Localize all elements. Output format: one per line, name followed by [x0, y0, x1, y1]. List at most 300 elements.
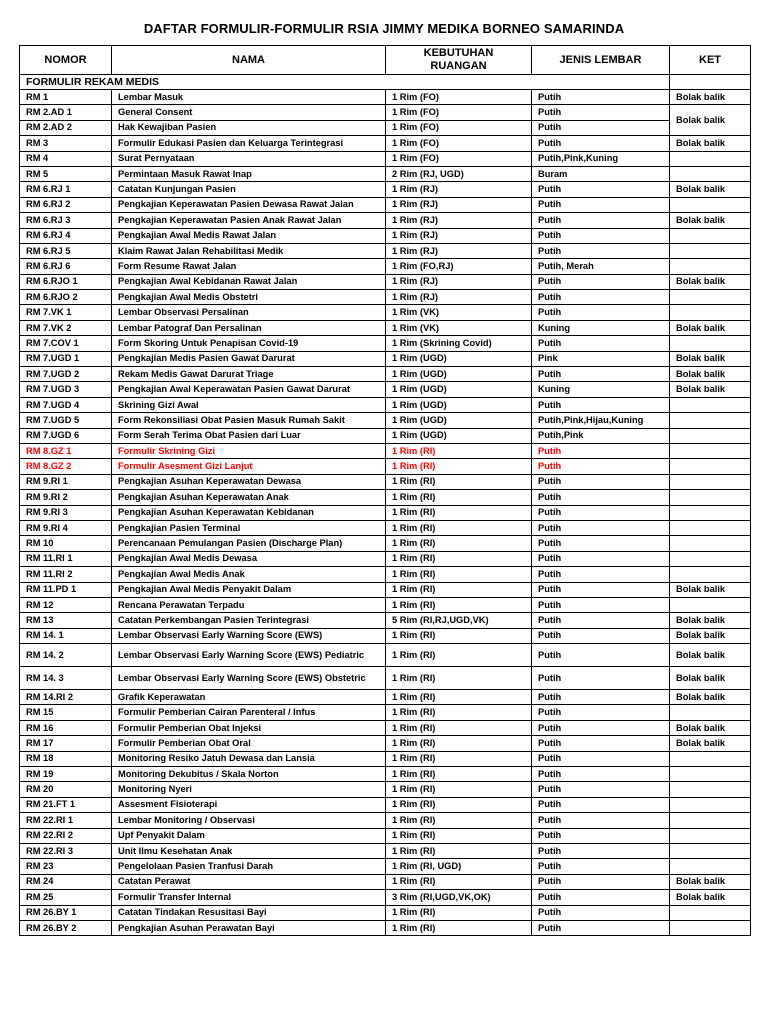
ket-cell [670, 767, 751, 782]
jenis-lembar-cell: Putih [532, 197, 670, 212]
jenis-lembar-cell: Putih [532, 105, 670, 120]
nama-cell: Formulir Transfer Internal [112, 890, 386, 905]
header-nomor: NOMOR [20, 46, 112, 75]
table-row [20, 351, 751, 366]
ket-cell [670, 905, 751, 920]
table-row [20, 905, 751, 920]
kebutuhan-ruangan-cell: 1 Rim (RI) [386, 690, 532, 705]
table-row [20, 290, 751, 305]
table-row [20, 90, 751, 105]
nomor-cell: RM 8.GZ 1 [20, 443, 112, 458]
section-label: FORMULIR REKAM MEDIS [20, 75, 670, 90]
nomor-cell: RM 11.PD 1 [20, 582, 112, 597]
nama-cell: Catatan Perawat [112, 874, 386, 889]
jenis-lembar-cell: Putih [532, 213, 670, 228]
ket-cell [670, 597, 751, 612]
ket-cell [670, 920, 751, 935]
jenis-lembar-cell: Putih [532, 874, 670, 889]
nomor-cell: RM 6.RJ 3 [20, 213, 112, 228]
table-row [20, 305, 751, 320]
header-ket: KET [670, 46, 751, 75]
kebutuhan-ruangan-cell: 1 Rim (RI) [386, 443, 532, 458]
nomor-cell: RM 9.RI 3 [20, 505, 112, 520]
nomor-cell: RM 6.RJO 1 [20, 274, 112, 289]
nama-cell: Lembar Masuk [112, 90, 386, 105]
table-row [20, 782, 751, 797]
ket-cell [670, 336, 751, 351]
nomor-cell: RM 7.VK 1 [20, 305, 112, 320]
table-row [20, 920, 751, 935]
table-row [20, 890, 751, 905]
jenis-lembar-cell: Putih [532, 644, 670, 667]
table-row [20, 136, 751, 151]
kebutuhan-ruangan-cell: 1 Rim (RI) [386, 474, 532, 489]
jenis-lembar-cell: Putih [532, 443, 670, 458]
kebutuhan-ruangan-cell: 1 Rim (FO) [386, 136, 532, 151]
nomor-cell: RM 14. 2 [20, 644, 112, 667]
nama-cell: Upf Penyakit Dalam [112, 828, 386, 843]
nomor-cell: RM 7.UGD 2 [20, 367, 112, 382]
table-row [20, 690, 751, 705]
nomor-cell: RM 26.BY 2 [20, 920, 112, 935]
table-row [20, 428, 751, 443]
nama-cell: Formulir Pemberian Obat Injeksi [112, 720, 386, 735]
kebutuhan-ruangan-cell: 1 Rim (RI) [386, 843, 532, 858]
kebutuhan-ruangan-cell: 1 Rim (RI) [386, 551, 532, 566]
jenis-lembar-cell: Putih [532, 228, 670, 243]
ket-cell: Bolak balik [670, 613, 751, 628]
table-body [20, 75, 751, 936]
jenis-lembar-cell: Putih [532, 613, 670, 628]
table-row [20, 367, 751, 382]
ket-cell [670, 443, 751, 458]
ket-cell [670, 751, 751, 766]
jenis-lembar-cell: Putih [532, 720, 670, 735]
jenis-lembar-cell: Putih [532, 90, 670, 105]
ket-cell: Bolak balik [670, 274, 751, 289]
document-title: DAFTAR FORMULIR-FORMULIR RSIA JIMMY MEDIKA BORNEO SAMARINDA [143, 21, 625, 36]
table-row [20, 182, 751, 197]
nama-cell: Klaim Rawat Jalan Rehabilitasi Medik [112, 243, 386, 258]
ket-cell [670, 259, 751, 274]
kebutuhan-ruangan-cell: 1 Rim (UGD) [386, 428, 532, 443]
nama-cell: Pengkajian Asuhan Keperawatan Dewasa [112, 474, 386, 489]
table-row [20, 720, 751, 735]
table-row [20, 105, 751, 120]
table-row [20, 320, 751, 335]
nama-cell: Pengkajian Awal Medis Penyakit Dalam [112, 582, 386, 597]
ket-cell [670, 459, 751, 474]
nomor-cell: RM 11.RI 2 [20, 567, 112, 582]
nama-cell: Pengkajian Awal Medis Rawat Jalan [112, 228, 386, 243]
nama-cell: Catatan Tindakan Resusitasi Bayi [112, 905, 386, 920]
ket-cell: Bolak balik [670, 90, 751, 105]
jenis-lembar-cell: Putih [532, 367, 670, 382]
nama-cell: Rencana Perawatan Terpadu [112, 597, 386, 612]
table-row [20, 797, 751, 812]
nomor-cell: RM 14.RI 2 [20, 690, 112, 705]
nomor-cell: RM 6.RJ 2 [20, 197, 112, 212]
nomor-cell: RM 22.RI 1 [20, 813, 112, 828]
kebutuhan-ruangan-cell: 1 Rim (RI) [386, 720, 532, 735]
nomor-cell: RM 7.COV 1 [20, 336, 112, 351]
jenis-lembar-cell: Putih [532, 459, 670, 474]
nama-cell: Lembar Monitoring / Observasi [112, 813, 386, 828]
kebutuhan-ruangan-cell: 1 Rim (UGD) [386, 351, 532, 366]
table-row [20, 644, 751, 667]
nama-cell: Catatan Perkembangan Pasien Terintegrasi [112, 613, 386, 628]
header-kebutuhan-text: KEBUTUHAN RUANGAN [423, 47, 494, 72]
jenis-lembar-cell: Putih [532, 690, 670, 705]
table-row [20, 751, 751, 766]
jenis-lembar-cell: Pink [532, 351, 670, 366]
ket-cell [670, 490, 751, 505]
table-row [20, 628, 751, 643]
table-row [20, 551, 751, 566]
nomor-cell: RM 14. 1 [20, 628, 112, 643]
nomor-cell: RM 21.FT 1 [20, 797, 112, 812]
table-row [20, 151, 751, 166]
nomor-cell: RM 7.UGD 6 [20, 428, 112, 443]
nama-cell: Formulir Pemberian Cairan Parenteral / Infus [112, 705, 386, 720]
nama-cell: Catatan Kunjungan Pasien [112, 182, 386, 197]
nama-cell: Form Rekonsiliasi Obat Pasien Masuk Rumah Sakit [112, 413, 386, 428]
nama-cell: Permintaan Masuk Rawat Inap [112, 166, 386, 181]
section-empty-cell [670, 75, 751, 90]
jenis-lembar-cell: Putih [532, 567, 670, 582]
nomor-cell: RM 9.RI 2 [20, 490, 112, 505]
kebutuhan-ruangan-cell: 1 Rim (RI) [386, 874, 532, 889]
table-row [20, 613, 751, 628]
nama-cell: Lembar Observasi Early Warning Score (EWS) [112, 628, 386, 643]
kebutuhan-ruangan-cell: 1 Rim (RI) [386, 505, 532, 520]
nama-cell: Lembar Observasi Persalinan [112, 305, 386, 320]
ket-cell [670, 505, 751, 520]
nomor-cell: RM 18 [20, 751, 112, 766]
nomor-cell: RM 2.AD 1 [20, 105, 112, 120]
nama-cell: Pengkajian Pasien Terminal [112, 520, 386, 535]
nomor-cell: RM 6.RJ 1 [20, 182, 112, 197]
nama-cell: Formulir Asesment Gizi Lanjut [112, 459, 386, 474]
kebutuhan-ruangan-cell: 1 Rim (RI) [386, 920, 532, 935]
nomor-cell: RM 7.UGD 5 [20, 413, 112, 428]
kebutuhan-ruangan-cell: 1 Rim (RI) [386, 644, 532, 667]
nama-cell: Grafik Keperawatan [112, 690, 386, 705]
jenis-lembar-cell: Putih [532, 474, 670, 489]
nomor-cell: RM 10 [20, 536, 112, 551]
jenis-lembar-cell: Putih [532, 890, 670, 905]
nama-cell: Monitoring Resiko Jatuh Dewasa dan Lansia [112, 751, 386, 766]
nomor-cell: RM 15 [20, 705, 112, 720]
ket-cell: Bolak balik [670, 320, 751, 335]
nama-cell: Lembar Observasi Early Warning Score (EWS) Obstetric [112, 667, 386, 690]
ket-cell: Bolak balik [670, 890, 751, 905]
table-row [20, 413, 751, 428]
kebutuhan-ruangan-cell: 1 Rim (VK) [386, 305, 532, 320]
jenis-lembar-cell: Kuning [532, 320, 670, 335]
nama-cell: Skrining Gizi Awal [112, 397, 386, 412]
ket-cell [670, 567, 751, 582]
kebutuhan-ruangan-cell: 1 Rim (RI) [386, 751, 532, 766]
kebutuhan-ruangan-cell: 1 Rim (RI) [386, 536, 532, 551]
table-row [20, 336, 751, 351]
table-row [20, 828, 751, 843]
kebutuhan-ruangan-cell: 1 Rim (UGD) [386, 413, 532, 428]
ket-cell: Bolak balik [670, 182, 751, 197]
ket-cell [670, 843, 751, 858]
jenis-lembar-cell: Putih [532, 905, 670, 920]
nomor-cell: RM 6.RJO 2 [20, 290, 112, 305]
jenis-lembar-cell: Putih [532, 290, 670, 305]
nama-cell: Pengkajian Awal Medis Dewasa [112, 551, 386, 566]
nomor-cell: RM 12 [20, 597, 112, 612]
nama-cell: Pengelolaan Pasien Tranfusi Darah [112, 859, 386, 874]
table-row [20, 259, 751, 274]
jenis-lembar-cell: Putih [532, 767, 670, 782]
nama-cell: Lembar Patograf Dan Persalinan [112, 320, 386, 335]
ket-cell: Bolak balik [670, 105, 751, 136]
kebutuhan-ruangan-cell: 1 Rim (FO) [386, 151, 532, 166]
jenis-lembar-cell: Putih [532, 551, 670, 566]
jenis-lembar-cell: Putih [532, 751, 670, 766]
ket-cell: Bolak balik [670, 351, 751, 366]
jenis-lembar-cell: Putih [532, 597, 670, 612]
nama-cell: Pengkajian Asuhan Keperawatan Kebidanan [112, 505, 386, 520]
ket-cell [670, 813, 751, 828]
kebutuhan-ruangan-cell: 1 Rim (RI) [386, 520, 532, 535]
table-header-row [20, 46, 751, 75]
jenis-lembar-cell: Putih [532, 828, 670, 843]
table-row [20, 459, 751, 474]
table-row [20, 490, 751, 505]
ket-cell: Bolak balik [670, 644, 751, 667]
jenis-lembar-cell: Putih [532, 705, 670, 720]
table-row [20, 536, 751, 551]
nama-cell: Unit Ilmu Kesehatan Anak [112, 843, 386, 858]
table-row [20, 767, 751, 782]
nomor-cell: RM 3 [20, 136, 112, 151]
kebutuhan-ruangan-cell: 1 Rim (Skrining Covid) [386, 336, 532, 351]
ket-cell [670, 828, 751, 843]
kebutuhan-ruangan-cell: 1 Rim (FO) [386, 120, 532, 135]
nama-cell: Pengkajian Medis Pasien Gawat Darurat [112, 351, 386, 366]
kebutuhan-ruangan-cell: 1 Rim (RI) [386, 582, 532, 597]
nama-cell: Monitoring Dekubitus / Skala Norton [112, 767, 386, 782]
nomor-cell: RM 9.RI 1 [20, 474, 112, 489]
jenis-lembar-cell: Putih [532, 736, 670, 751]
kebutuhan-ruangan-cell: 1 Rim (RI) [386, 567, 532, 582]
nama-cell: Monitoring Nyeri [112, 782, 386, 797]
ket-cell [670, 782, 751, 797]
kebutuhan-ruangan-cell: 1 Rim (UGD) [386, 367, 532, 382]
kebutuhan-ruangan-cell: 1 Rim (RI) [386, 797, 532, 812]
ket-cell [670, 413, 751, 428]
nomor-cell: RM 1 [20, 90, 112, 105]
nama-cell: Pengkajian Asuhan Perawatan Bayi [112, 920, 386, 935]
kebutuhan-ruangan-cell: 1 Rim (RI) [386, 813, 532, 828]
ket-cell [670, 166, 751, 181]
nomor-cell: RM 6.RJ 6 [20, 259, 112, 274]
ket-cell [670, 797, 751, 812]
ket-cell [670, 228, 751, 243]
nama-cell: Pengkajian Awal Keperawatan Pasien Gawat Darurat [112, 382, 386, 397]
nomor-cell: RM 11.RI 1 [20, 551, 112, 566]
table-row [20, 274, 751, 289]
kebutuhan-ruangan-cell: 1 Rim (RI) [386, 767, 532, 782]
jenis-lembar-cell: Putih,Pink,Hijau,Kuning [532, 413, 670, 428]
table-row [20, 705, 751, 720]
kebutuhan-ruangan-cell: 1 Rim (RJ) [386, 213, 532, 228]
nama-cell: Pengkajian Awal Medis Anak [112, 567, 386, 582]
table-row [20, 213, 751, 228]
nama-cell: Rekam Medis Gawat Darurat Triage [112, 367, 386, 382]
ket-cell [670, 151, 751, 166]
jenis-lembar-cell: Buram [532, 166, 670, 181]
jenis-lembar-cell: Putih [532, 843, 670, 858]
nama-cell: Surat Pernyataan [112, 151, 386, 166]
header-nama: NAMA [112, 46, 386, 75]
kebutuhan-ruangan-cell: 1 Rim (FO,RJ) [386, 259, 532, 274]
table-row [20, 505, 751, 520]
jenis-lembar-cell: Putih [532, 813, 670, 828]
nomor-cell: RM 7.VK 2 [20, 320, 112, 335]
jenis-lembar-cell: Putih [532, 120, 670, 135]
jenis-lembar-cell: Putih [532, 667, 670, 690]
nama-cell: Formulir Edukasi Pasien dan Keluarga Terintegrasi [112, 136, 386, 151]
ket-cell [670, 197, 751, 212]
nomor-cell: RM 20 [20, 782, 112, 797]
table-row [20, 120, 751, 135]
nomor-cell: RM 4 [20, 151, 112, 166]
nomor-cell: RM 26.BY 1 [20, 905, 112, 920]
ket-cell: Bolak balik [670, 667, 751, 690]
jenis-lembar-cell: Putih [532, 490, 670, 505]
table-row [20, 228, 751, 243]
nomor-cell: RM 7.UGD 1 [20, 351, 112, 366]
jenis-lembar-cell: Kuning [532, 382, 670, 397]
header-jenis-lembar: JENIS LEMBAR [532, 46, 670, 75]
nomor-cell: RM 2.AD 2 [20, 120, 112, 135]
jenis-lembar-cell: Putih [532, 536, 670, 551]
jenis-lembar-cell: Putih, Merah [532, 259, 670, 274]
jenis-lembar-cell: Putih,Pink,Kuning [532, 151, 670, 166]
jenis-lembar-cell: Putih [532, 859, 670, 874]
ket-cell [670, 859, 751, 874]
table-row [20, 736, 751, 751]
kebutuhan-ruangan-cell: 1 Rim (RJ) [386, 182, 532, 197]
ket-cell [670, 290, 751, 305]
kebutuhan-ruangan-cell: 1 Rim (RI) [386, 490, 532, 505]
nama-cell: Pengkajian Awal Kebidanan Rawat Jalan [112, 274, 386, 289]
jenis-lembar-cell: Putih [532, 782, 670, 797]
kebutuhan-ruangan-cell: 1 Rim (FO) [386, 90, 532, 105]
jenis-lembar-cell: Putih [532, 182, 670, 197]
table-row [20, 520, 751, 535]
kebutuhan-ruangan-cell: 1 Rim (UGD) [386, 397, 532, 412]
ket-cell [670, 474, 751, 489]
section-row [20, 75, 751, 90]
ket-cell [670, 305, 751, 320]
kebutuhan-ruangan-cell: 1 Rim (VK) [386, 320, 532, 335]
nomor-cell: RM 6.RJ 5 [20, 243, 112, 258]
nomor-cell: RM 24 [20, 874, 112, 889]
jenis-lembar-cell: Putih [532, 505, 670, 520]
ket-cell: Bolak balik [670, 874, 751, 889]
kebutuhan-ruangan-cell: 2 Rim (RJ, UGD) [386, 166, 532, 181]
ket-cell: Bolak balik [670, 213, 751, 228]
table-row [20, 597, 751, 612]
nomor-cell: RM 16 [20, 720, 112, 735]
nama-cell: Pengkajian Keperawatan Pasien Dewasa Rawat Jalan [112, 197, 386, 212]
kebutuhan-ruangan-cell: 1 Rim (FO) [386, 105, 532, 120]
ket-cell [670, 428, 751, 443]
table-row [20, 843, 751, 858]
nomor-cell: RM 14. 3 [20, 667, 112, 690]
jenis-lembar-cell: Putih [532, 136, 670, 151]
table-row [20, 382, 751, 397]
nama-cell: Hak Kewajiban Pasien [112, 120, 386, 135]
table-row [20, 243, 751, 258]
ket-cell: Bolak balik [670, 720, 751, 735]
nomor-cell: RM 22.RI 3 [20, 843, 112, 858]
forms-table [19, 45, 751, 936]
nama-cell: Pengkajian Awal Medis Obstetri [112, 290, 386, 305]
kebutuhan-ruangan-cell: 1 Rim (RI) [386, 628, 532, 643]
kebutuhan-ruangan-cell: 1 Rim (RI) [386, 667, 532, 690]
ket-cell: Bolak balik [670, 382, 751, 397]
table-row [20, 397, 751, 412]
kebutuhan-ruangan-cell: 3 Rim (RI,UGD,VK,OK) [386, 890, 532, 905]
jenis-lembar-cell: Putih [532, 628, 670, 643]
nomor-cell: RM 7.UGD 4 [20, 397, 112, 412]
kebutuhan-ruangan-cell: 1 Rim (RJ) [386, 290, 532, 305]
table-row [20, 582, 751, 597]
jenis-lembar-cell: Putih [532, 520, 670, 535]
ket-cell [670, 536, 751, 551]
jenis-lembar-cell: Putih [532, 920, 670, 935]
jenis-lembar-cell: Putih [532, 336, 670, 351]
table-row [20, 874, 751, 889]
nama-cell: Pengkajian Keperawatan Pasien Anak Rawat Jalan [112, 213, 386, 228]
kebutuhan-ruangan-cell: 1 Rim (RI) [386, 459, 532, 474]
ket-cell: Bolak balik [670, 367, 751, 382]
nama-cell: Perencanaan Pemulangan Pasien (Discharge Plan) [112, 536, 386, 551]
nama-cell: Assesment Fisioterapi [112, 797, 386, 812]
ket-cell: Bolak balik [670, 690, 751, 705]
nomor-cell: RM 19 [20, 767, 112, 782]
nama-cell: Form Serah Terima Obat Pasien dari Luar [112, 428, 386, 443]
kebutuhan-ruangan-cell: 1 Rim (RJ) [386, 228, 532, 243]
ket-cell [670, 551, 751, 566]
kebutuhan-ruangan-cell: 1 Rim (RI) [386, 736, 532, 751]
table-row [20, 667, 751, 690]
ket-cell: Bolak balik [670, 628, 751, 643]
table-row [20, 474, 751, 489]
kebutuhan-ruangan-cell: 1 Rim (RI, UGD) [386, 859, 532, 874]
kebutuhan-ruangan-cell: 5 Rim (RI,RJ,UGD,VK) [386, 613, 532, 628]
nama-cell: General Consent [112, 105, 386, 120]
table-row [20, 197, 751, 212]
ket-cell: Bolak balik [670, 582, 751, 597]
ket-cell [670, 397, 751, 412]
jenis-lembar-cell: Putih,Pink [532, 428, 670, 443]
nama-cell: Lembar Observasi Early Warning Score (EWS) Pediatric [112, 644, 386, 667]
table-row [20, 443, 751, 458]
ket-cell [670, 520, 751, 535]
kebutuhan-ruangan-cell: 1 Rim (RI) [386, 597, 532, 612]
nama-cell: Formulir Pemberian Obat Oral [112, 736, 386, 751]
nomor-cell: RM 7.UGD 3 [20, 382, 112, 397]
